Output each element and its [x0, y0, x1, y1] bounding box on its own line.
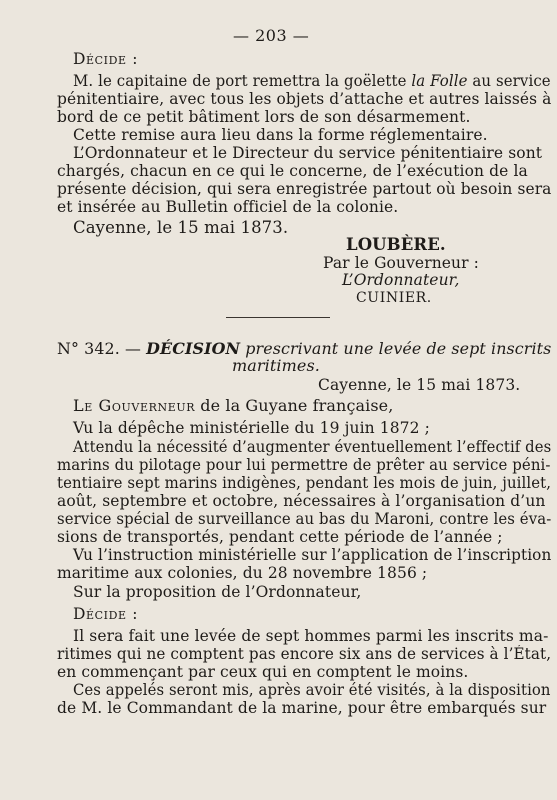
body-line: Attendu la nécessité d’augmenter éventuellement l’effectif des: [73, 438, 552, 456]
body-line: Sur la proposition de l’Ordonnateur,: [73, 583, 362, 601]
body-line: Ces appelés seront mis, après avoir été visités, à la disposition: [73, 681, 551, 699]
body-line: Vu la dépêche ministérielle du 19 juin 1872 ;: [73, 419, 430, 437]
decision-number: N° 342.: [57, 339, 120, 358]
section-divider: [226, 317, 330, 318]
body-line: tentiaire sept marins indigènes, pendant les mois de juin, juillet,: [57, 474, 552, 492]
body-line: marins du pilotage pour lui permettre de prêter au service péni-: [57, 456, 551, 474]
body-line: août, septembre et octobre, nécessaires à l’organisation d’un: [57, 492, 546, 510]
signatory-role: L’Ordonnateur,: [342, 271, 460, 289]
body-line: présente décision, qui sera enregistrée partout où besoin sera: [57, 180, 552, 198]
countersign: CUINIER.: [356, 290, 432, 306]
decision-word: DÉCISION: [146, 339, 241, 358]
decision-heading-line2: maritimes.: [232, 356, 320, 375]
body-line: ritimes qui ne comptent pas encore six ans de services à l’État,: [57, 645, 552, 663]
ship-name: la Folle: [411, 72, 468, 90]
signatory: LOUBÈRE.: [346, 235, 446, 254]
body-line: chargés, chacun en ce qui le concerne, de l’exécution de la: [57, 162, 528, 180]
place-date: Cayenne, le 15 mai 1873.: [318, 376, 521, 394]
body-line: bord de ce petit bâtiment lors de son désarmement.: [57, 108, 471, 126]
body-line: maritime aux colonies, du 28 novembre 1856 ;: [57, 564, 428, 582]
decide-label: Décide :: [73, 50, 139, 68]
body-line: Il sera fait une levée de sept hommes parmi les inscrits ma-: [73, 627, 549, 645]
body-line: Vu l’instruction ministérielle sur l’application de l’inscription: [73, 546, 552, 564]
body-line: M. le capitaine de port remettra la goëlette la Folle au service: [73, 72, 551, 90]
body-line: pénitentiaire, avec tous les objets d’attache et autres laissés à: [57, 90, 552, 108]
place-date: Cayenne, le 15 mai 1873.: [73, 218, 289, 237]
body-line: de M. le Commandant de la marine, pour être embarqués sur: [57, 699, 547, 717]
body-line: en commençant par ceux qui en comptent le moins.: [57, 663, 469, 681]
decide-label: Décide :: [73, 605, 139, 623]
decision-heading: N° 342. — DÉCISION prescrivant une levée de sept inscrits: [57, 339, 552, 358]
body-line: service spécial de surveillance au bas du Maroni, contre les éva-: [57, 510, 552, 528]
body-line: et insérée au Bulletin officiel de la colonie.: [57, 198, 399, 216]
page-number: — 203 —: [233, 26, 310, 45]
by-governor: Par le Gouverneur :: [323, 254, 479, 272]
body-line: sions de transportés, pendant cette période de l’année ;: [57, 528, 503, 546]
body-line: Cette remise aura lieu dans la forme réglementaire.: [73, 126, 488, 144]
governor-line: Le Gouverneur de la Guyane française,: [73, 396, 394, 415]
body-line: L’Ordonnateur et le Directeur du service pénitentiaire sont: [73, 144, 543, 162]
